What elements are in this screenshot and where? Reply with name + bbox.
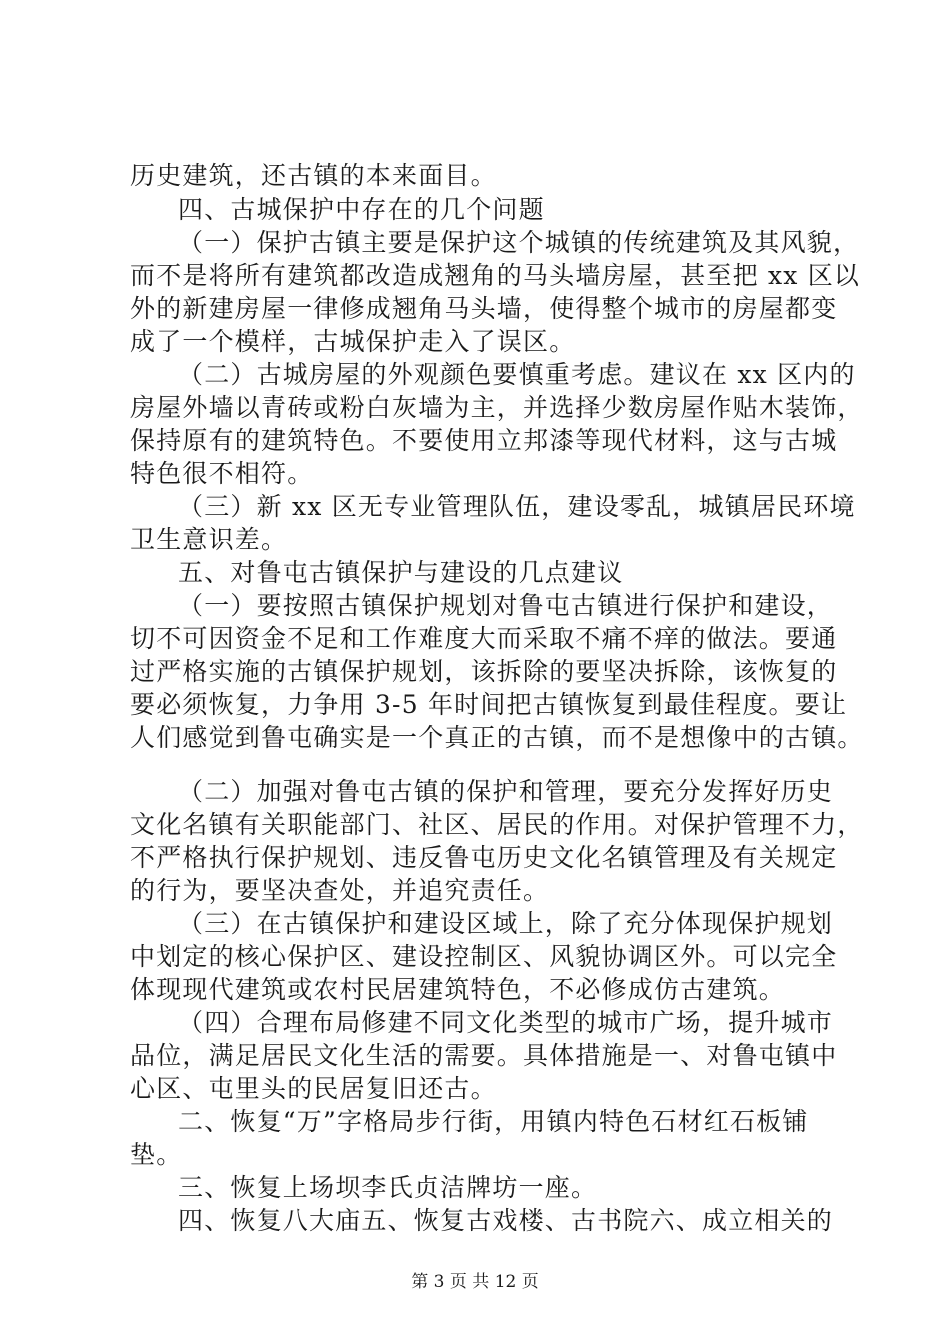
text-line: 人们感觉到鲁屯确实是一个真正的古镇，而不是想像中的古镇。	[130, 723, 864, 752]
text-line: 二、恢复“万”字格局步行街，用镇内特色石材红石板铺	[178, 1107, 809, 1136]
text-line: （三）在古镇保护和建设区域上，除了充分体现保护规划	[178, 909, 834, 938]
text-line: 的行为，要坚决查处，并追究责任。	[130, 876, 550, 905]
text-line: 保持原有的建筑特色。不要使用立邦漆等现代材料，这与古城	[130, 426, 838, 455]
text-line: 而不是将所有建筑都改造成翘角的马头墙房屋，甚至把 xx 区以	[130, 261, 861, 290]
text-line: （一）保护古镇主要是保护这个城镇的传统建筑及其风貌，	[178, 228, 860, 257]
text-line: 要必须恢复，力争用 3-5 年时间把古镇恢复到最佳程度。要让	[130, 690, 848, 719]
text-line: 成了一个模样，古城保护走入了误区。	[130, 327, 576, 356]
text-line: 中划定的核心保护区、建设控制区、风貌协调区外。可以完全	[130, 942, 838, 971]
text-line: （二）古城房屋的外观颜色要慎重考虑。建议在 xx 区内的	[178, 360, 856, 389]
text-line: 文化名镇有关职能部门、社区、居民的作用。对保护管理不力，	[130, 810, 864, 839]
text-line: （四）合理布局修建不同文化类型的城市广场，提升城市	[178, 1008, 834, 1037]
text-line: （三）新 xx 区无专业管理队伍，建设零乱，城镇居民环境	[178, 492, 856, 521]
text-line: 体现现代建筑或农村民居建筑特色，不必修成仿古建筑。	[130, 975, 786, 1004]
text-line: 四、恢复八大庙五、恢复古戏楼、古书院六、成立相关的	[178, 1206, 834, 1235]
text-line: 过严格实施的古镇保护规划，该拆除的要坚决拆除，该恢复的	[130, 657, 838, 686]
text-line: 心区、屯里头的民居复旧还古。	[130, 1074, 497, 1103]
text-line: 特色很不相符。	[130, 459, 314, 488]
text-line: 垫。	[130, 1140, 183, 1169]
text-line: 品位，满足居民文化生活的需要。具体措施是一、对鲁屯镇中	[130, 1041, 838, 1070]
text-line: 不严格执行保护规划、违反鲁屯历史文化名镇管理及有关规定	[130, 843, 838, 872]
text-line: 外的新建房屋一律修成翘角马头墙，使得整个城市的房屋都变	[130, 294, 838, 323]
text-line: 切不可因资金不足和工作难度大而采取不痛不痒的做法。要通	[130, 624, 838, 653]
text-line: （一）要按照古镇保护规划对鲁屯古镇进行保护和建设，	[178, 591, 834, 620]
section-heading: 四、古城保护中存在的几个问题	[178, 195, 545, 224]
text-line: 历史建筑，还古镇的本来面目。	[130, 161, 497, 190]
text-line: 卫生意识差。	[130, 525, 288, 554]
section-heading: 五、对鲁屯古镇保护与建设的几点建议	[178, 558, 624, 587]
text-line: 房屋外墙以青砖或粉白灰墙为主，并选择少数房屋作贴木装饰，	[130, 393, 864, 422]
text-line: 三、恢复上场坝李氏贞洁牌坊一座。	[178, 1173, 598, 1202]
text-line: （二）加强对鲁屯古镇的保护和管理，要充分发挥好历史	[178, 777, 834, 806]
page-number-footer: 第 3 页 共 12 页	[411, 1272, 539, 1292]
